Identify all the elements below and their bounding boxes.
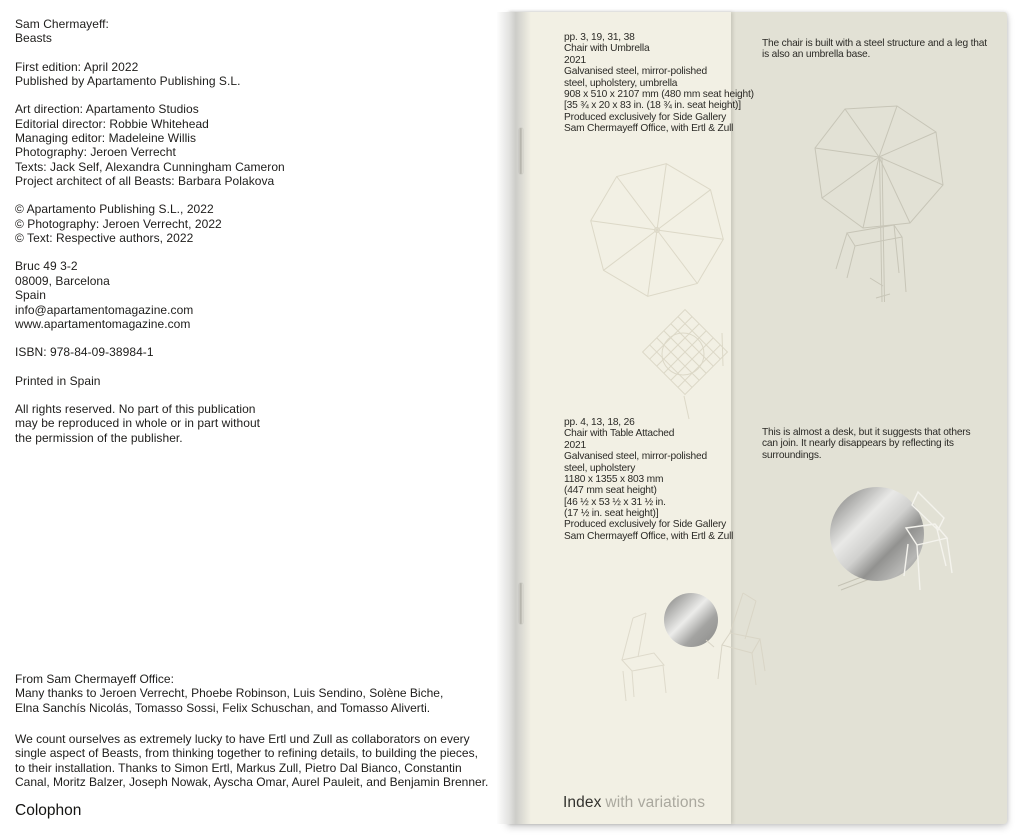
text-line: Galvanised steel, mirror-polished [564, 451, 707, 463]
text-line: Sam Chermayeff: [15, 17, 109, 31]
text-line: Canal, Moritz Balzer, Joseph Nowak, Ayscha Omar, Aurel Pauleit, and Benjamin Brenner. [15, 775, 489, 790]
ack-block-collaborators [15, 732, 488, 789]
acknowledgements [15, 672, 488, 806]
text-line: All rights reserved. No part of this publication [15, 401, 256, 416]
text-line: Produced exclusively for Side Gallery [564, 519, 727, 531]
text-line: [35 ¾ x 20 x 83 in. (18 ¾ in. seat height)] [564, 100, 741, 112]
text-line: Managing editor: Madeleine Willis [15, 131, 197, 146]
colophon-block-printed [15, 374, 285, 388]
colophon-block-rights [15, 402, 285, 445]
text-line: Sam Chermayeff Office, with Ertl & Zull [564, 530, 734, 542]
text-line: [46 ½ x 53 ½ x 31 ½ in. [564, 496, 666, 508]
umbrella-chair-perspective-drawing [800, 95, 960, 310]
index-item-2-description [762, 427, 970, 461]
text-line: From Sam Chermayeff Office: [15, 672, 174, 686]
ack-block-thanks [15, 672, 488, 715]
text-line: Galvanised steel, mirror-polished [564, 66, 707, 78]
text-line: This is almost a desk, but it suggests that others [762, 427, 971, 438]
umbrella-chair-plan-drawing [578, 160, 738, 430]
text-line: can join. It nearly disappears by reflecting its [762, 438, 954, 450]
text-line: ISBN: 978-84-09-38984-1 [15, 345, 154, 360]
text-line: Art direction: Apartamento Studios [15, 102, 199, 117]
text-line: may be reproduced in whole or in part without [15, 416, 261, 431]
page-title-colophon: Colophon [15, 802, 82, 819]
text-line: pp. 4, 13, 18, 26 [564, 417, 635, 428]
text-line: 1180 x 1355 x 803 mm [564, 473, 664, 485]
text-line: www.apartamentomagazine.com [15, 316, 191, 331]
staple-icon [519, 128, 523, 174]
text-line: Chair with Table Attached [564, 428, 675, 440]
text-line: 2021 [564, 54, 586, 66]
staple-icon [519, 583, 523, 624]
text-line: (447 mm seat height) [564, 485, 657, 497]
text-line: info@apartamentomagazine.com [15, 302, 194, 317]
colophon-block-address [15, 259, 285, 331]
text-line: Published by Apartamento Publishing S.L. [15, 74, 241, 89]
colophon-block-title [15, 17, 285, 46]
mirror-table-two-chairs-drawing [610, 585, 770, 710]
text-line: to their installation. Thanks to Simon Ertl, Markus Zull, Pietro Dal Bianco, Constantin [15, 760, 462, 775]
text-line: The chair is built with a steel structure and a leg that [762, 38, 987, 49]
mirror-table-chair-drawing [818, 478, 958, 608]
index-item-2-meta [564, 417, 733, 542]
text-line: 2021 [564, 439, 586, 451]
text-line: steel, upholstery [564, 462, 636, 474]
text-line: Printed in Spain [15, 373, 101, 388]
text-line: © Photography: Jeroen Verrecht, 2022 [15, 216, 222, 231]
text-line: 908 x 510 x 2107 mm (480 mm seat height) [564, 88, 754, 100]
text-line: We count ourselves as extremely lucky to have Ertl und Zull as collaborators on every [15, 732, 470, 747]
text-line: Editorial director: Robbie Whitehead [15, 116, 209, 131]
text-line: Beasts [15, 31, 52, 46]
text-line: First edition: April 2022 [15, 59, 139, 74]
colophon-block-edition [15, 60, 285, 89]
index-page-footer [563, 794, 705, 812]
colophon-block-isbn [15, 345, 285, 359]
text-line: Elna Sanchís Nicolás, Tomasso Sossi, Felix Schuschan, and Tomasso Aliverti. [15, 700, 431, 715]
text-line: Texts: Jack Self, Alexandra Cunningham Cameron [15, 159, 285, 174]
text-line: Chair with Umbrella [564, 43, 650, 55]
colophon-block-credits [15, 102, 285, 188]
text-line: single aspect of Beasts, from thinking together to refining details, to building the pieces, [15, 746, 478, 761]
text-line: © Text: Respective authors, 2022 [15, 231, 194, 246]
text-line: Many thanks to Jeroen Verrecht, Phoebe Robinson, Luis Sendino, Solène Biche, [15, 686, 444, 701]
index-title: Index [563, 794, 602, 811]
text-line: is also an umbrella base. [762, 49, 871, 61]
index-item-1-description [762, 38, 987, 61]
text-line: (17 ½ in. seat height)] [564, 508, 659, 519]
text-line: surroundings. [762, 449, 822, 461]
index-subtitle: with variations [605, 794, 706, 811]
text-line: Project architect of all Beasts: Barbara Polakova [15, 174, 275, 189]
text-line: the permission of the publisher. [15, 430, 183, 445]
text-line: Spain [15, 288, 46, 303]
colophon-page [15, 17, 285, 459]
text-line: Produced exclusively for Side Gallery [564, 111, 727, 123]
colophon-block-copyright [15, 202, 285, 245]
index-item-1-meta [564, 32, 754, 134]
text-line: Sam Chermayeff Office, with Ertl & Zull [564, 123, 734, 134]
index-page-scan [507, 12, 1007, 824]
page-gutter-shadow [497, 12, 531, 824]
text-line: © Apartamento Publishing S.L., 2022 [15, 202, 214, 217]
text-line: 08009, Barcelona [15, 273, 110, 288]
text-line: Bruc 49 3-2 [15, 259, 78, 274]
text-line: steel, upholstery, umbrella [564, 77, 678, 89]
text-line: pp. 3, 19, 31, 38 [564, 32, 635, 43]
text-line: Photography: Jeroen Verrecht [15, 145, 176, 160]
